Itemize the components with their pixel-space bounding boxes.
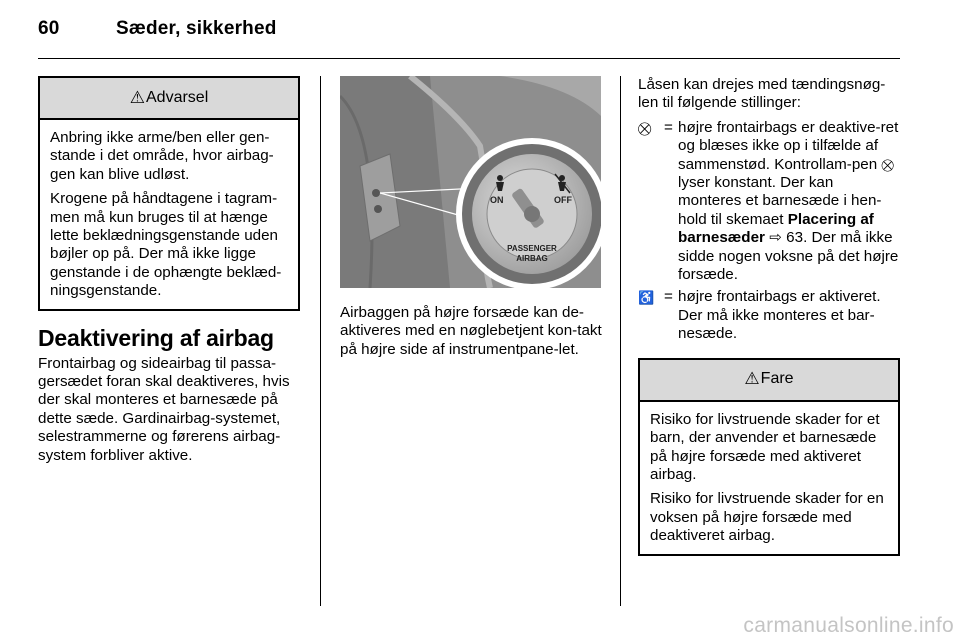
illustration-caption: Airbaggen på højre forsæde kan de-aktiveres med en nøglebetjent kon-takt på højre side af instrumentpane-let. [340,304,602,358]
page-number: 60 [38,18,60,39]
danger-paragraph: Risiko for livstruende skader for et barn, der anvender et barnesæde på højre forsæde med aktiveret airbag. [650,410,880,483]
warning-box-header [40,78,298,120]
definition-text: højre frontairbags er aktiveret. Der må ikke monteres et bar-nesæde. [678,288,881,343]
right-column [638,76,900,556]
label-passenger: PASSENGER [507,244,557,253]
column-divider-2 [620,76,621,606]
warning-title: Advarsel [146,88,209,106]
middle-column [340,304,602,359]
label-on: ON [490,195,504,205]
airbag-off-icon: ⛒ [638,120,652,136]
warning-paragraph: Krogene på håndtagene i tagram-men må kun bruges til at hænge lette beklædningsgenstande uden bøjler op på. Der må ikke ligge genstande i de ophængte beklæd-ningsgenstande. [50,190,282,300]
cross-reference-link[interactable]: Placering af barnesæder [678,210,874,247]
danger-title: Fare [760,370,794,388]
warning-box-body [40,120,298,309]
column-divider-1 [320,76,321,606]
label-airbag: AIRBAG [516,254,548,263]
left-column [38,76,300,465]
intro-text: Låsen kan drejes med tændingsnøg-len til følgende stillinger: [638,76,886,112]
warning-box [38,76,300,311]
danger-box [638,358,900,556]
definition-text [678,119,900,285]
definition-airbag-on [638,288,900,343]
header-rule [38,58,900,59]
definition-airbag-off [638,119,900,285]
section-body: Frontairbag og sideairbag til passa-gersædet foran skal deaktiveres, hvis der skal monteres et barnesæde på dette sæde. Gardinairbag-systemet, selestrammerne og førerens airbag-system forbliver aktive. [38,354,290,464]
warning-triangle-icon: ⚠ [744,369,760,389]
reference-page: 63 [786,229,804,247]
definition-text-part: højre frontairbags er deaktive-ret og blæses ikke op i tilfælde af sammenstød. Kontrollam-pen [678,118,899,173]
page-header [38,18,277,40]
definition-equals: = [664,118,673,136]
label-off: OFF [554,195,572,205]
airbag-off-icon: ⛒ [881,157,894,172]
section-title: Sæder, sikkerhed [116,18,277,39]
warning-triangle-icon: ⚠ [129,87,145,107]
airbag-switch-illustration [340,76,601,288]
definition-text-part: lyser konstant. Der kan monteres et barnesæde i hen-hold til skemaet [678,174,882,228]
watermark: carmanualsonline.info [743,614,954,637]
definition-equals: = [664,288,673,306]
danger-paragraph: Risiko for livstruende skader for en voksen på højre forsæde med deaktiveret airbag. [650,490,884,545]
reference-arrow-icon: ⇨ [769,229,782,247]
danger-box-header [640,360,898,402]
warning-paragraph: Anbring ikke arme/ben eller gen-stande i det område, hvor airbag-gen kan blive udløst. [50,129,274,183]
section-heading: Deaktivering af airbag [38,324,274,351]
danger-box-body [640,402,898,554]
definition-text-part: . Der må ikke sidde nogen voksne på det højre forsæde. [678,229,899,284]
airbag-on-icon: ♿ [638,290,655,306]
